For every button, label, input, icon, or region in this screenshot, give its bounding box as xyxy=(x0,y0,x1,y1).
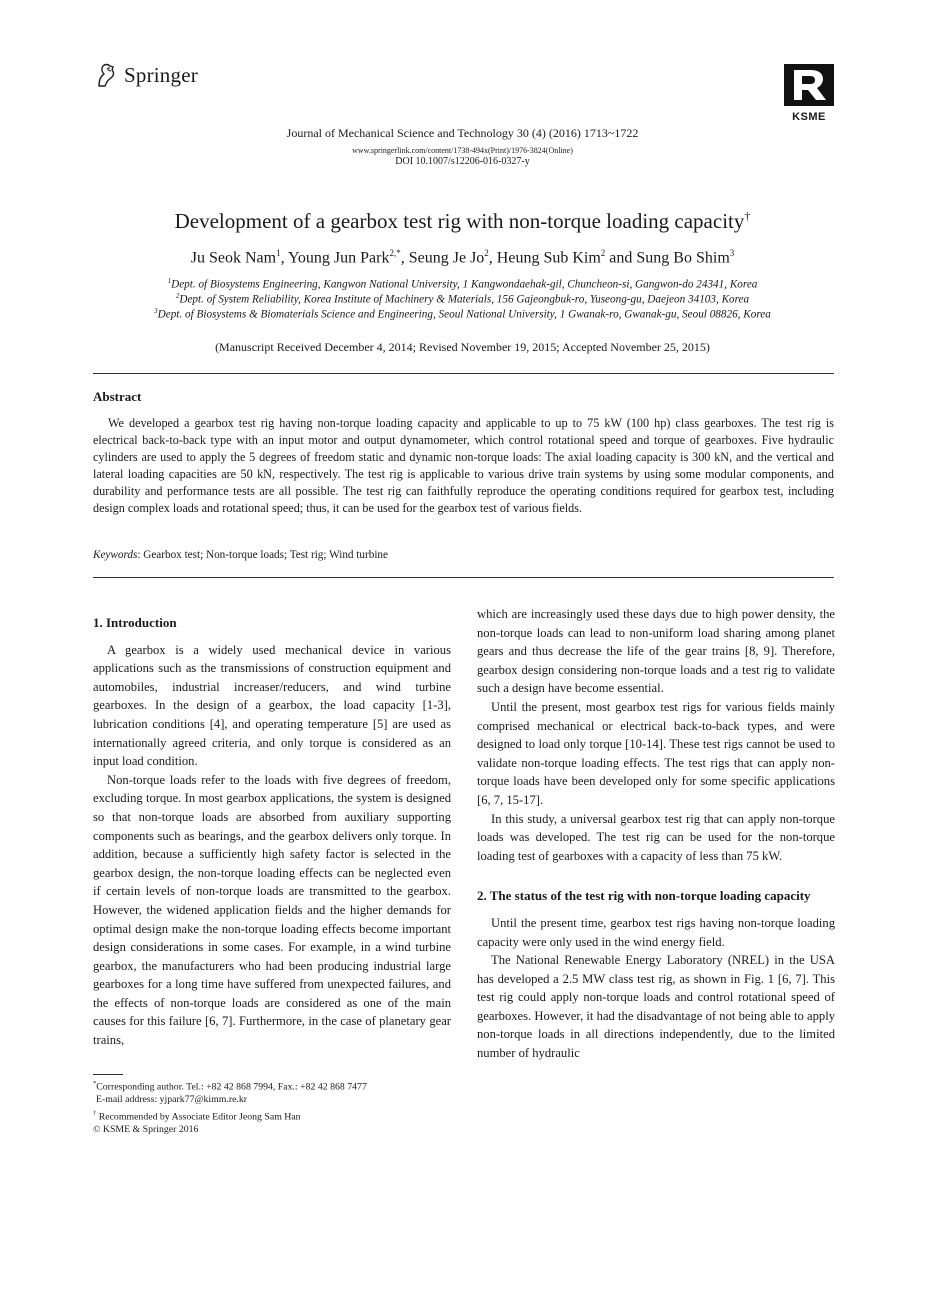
footnote-text: Recommended by Associate Editor Jeong Sam Han xyxy=(96,1110,301,1122)
paragraph: A gearbox is a widely used mechanical device in various applications such as the transmissions of construction equipment and automobiles, industrial increaser/reducers, and wind turbine gearboxes. In the design of a gearbox, the load capacity [1-3], lubrication conditions [4], and operating temperature [5] are used as internationally agreed criteria, and only torque is considered as an input load condition. xyxy=(93,642,451,769)
journal-url: www.springerlink.com/content/1738-494x(Print)/1976-3824(Online) xyxy=(352,146,573,155)
author-affil-mark: 2,* xyxy=(389,248,401,258)
author-separator: and xyxy=(605,249,637,267)
footnote-copyright: © KSME & Springer 2016 xyxy=(93,1124,199,1136)
section-heading: 2. The status of the test rig with non-torque loading capacity xyxy=(477,888,811,904)
abstract-body: We developed a gearbox test rig having non-torque loading capacity and applicable to up to 75 kW (100 hp) class gearboxes. The test rig is electrical back-to-back type with an input motor and output dynamometer, which control rotational speed and torque of gearboxes. Five hydraulic cylinders are used to apply the 5 degrees of freedom static and dynamic non-torque loads: The axial loading capacity is 300 kN, and the vertical and lateral loading capacities are 50 kN, respectively. The test rig is applicable to various drive train systems by using some modular components, and durability and performance tests are all possible. The test rig can faithfully reproduce the operating conditions required for gearbox test, including design complex loads and rotational speed; thus, it can be used for the gearbox test of various fields. xyxy=(93,416,834,515)
divider xyxy=(93,577,834,578)
footnote-email xyxy=(93,1093,453,1106)
footnote-mark: † xyxy=(93,1109,97,1117)
divider xyxy=(93,373,834,374)
ksme-logo xyxy=(784,64,834,123)
author-name: Sung Bo Shim xyxy=(636,249,730,267)
keywords xyxy=(93,549,388,561)
keywords-label: Keywords xyxy=(93,549,138,561)
affiliation-mark: 2 xyxy=(175,292,180,300)
keywords-list: : Gearbox test; Non-torque loads; Test rig; Wind turbine xyxy=(137,549,388,561)
paragraph: Until the present, most gearbox test rigs for various fields mainly comprised mechanical or electrical back-to-back types, and were designed to load only torque [10-14]. These test rigs cannot be used to validate non-torque loading effects. The test rigs that can apply non-torque loads have been developed only for some specific applications [6, 7, 15-17]. xyxy=(477,699,835,807)
paragraph: Until the present time, gearbox test rigs having non-torque loading capacity were only used in the wind energy field. xyxy=(477,915,835,949)
manuscript-dates: (Manuscript Received December 4, 2014; Revised November 19, 2015; Accepted November 25, 2015) xyxy=(215,340,710,354)
author-name: Seung Je Jo xyxy=(408,249,485,267)
author-affil-mark: 3 xyxy=(729,248,735,258)
affiliation-text: Dept. of System Reliability, Korea Institute of Machinery & Materials, 156 Gajeongbuk-ro, Yuseong-gu, Daejeon 34103, Korea xyxy=(179,293,750,306)
affiliation xyxy=(0,307,925,321)
author-separator: , xyxy=(280,249,288,267)
ksme-emblem-icon xyxy=(784,64,834,106)
affiliation-text: Dept. of Biosystems Engineering, Kangwon National University, 1 Kangwondaehak-gil, Chuncheon-si, Gangwon-do 24341, Korea xyxy=(171,278,758,291)
footnote-divider xyxy=(93,1074,123,1075)
author-affil-mark: 2 xyxy=(600,248,606,258)
springer-logo xyxy=(94,62,198,88)
paragraph: In this study, a universal gearbox test rig that can apply non-torque loads was developed. The test rig can be used for the non-torque loading test of gearboxes with a capacity of less than 75 kW. xyxy=(477,811,835,863)
affiliation xyxy=(0,292,925,306)
springer-horse-icon xyxy=(94,62,118,88)
paragraph: Non-torque loads refer to the loads with five degrees of freedom, excluding torque. In most gearbox applications, the system is designed so that non-torque loads are absorbed from auxiliary supporting components such as bearings, and the gearbox delivers only torque. In addition, because a sufficiently high safety factor is selected in the gearbox design, the non-torque loading effects can be neglected even if certain levels of non-torque loads are transmitted to the gearbox. However, the widened application fields and the higher demands for optimal design make the non-torque loading effects become important design considerations in some cases. For example, in a wind turbine gearbox, the manufacturers who had been producing industrial large gearboxes for a long time have suffered from unexpected failures, and the effects of non-torque loads are considered as one of the main causes for this failure [6, 7]. Furthermore, in the case of planetary gear trains, xyxy=(93,772,451,1048)
journal-doi: DOI 10.1007/s12206-016-0327-y xyxy=(395,156,530,167)
journal-citation: Journal of Mechanical Science and Technology 30 (4) (2016) 1713~1722 xyxy=(286,126,639,140)
footnote-text: E-mail address: yjpark77@kimm.re.kr xyxy=(96,1094,248,1106)
left-column xyxy=(93,605,451,1050)
author-list xyxy=(0,248,925,267)
author-name: Ju Seok Nam xyxy=(190,249,277,267)
right-column xyxy=(477,605,835,1063)
paragraph: The National Renewable Energy Laboratory (NREL) in the USA has developed a 2.5 MW class test rig, as shown in Fig. 1 [6, 7]. This test rig could apply non-torque loads and control rotational speed of gearboxes. However, it had the disadvantage of not being able to apply non-torque loads in all directions independently, due to the limited number of hydraulic xyxy=(477,953,835,1061)
footnote-recommended xyxy=(93,1107,453,1123)
affiliation xyxy=(0,277,925,291)
footnote-mark: * xyxy=(93,1080,97,1087)
author-name: Young Jun Park xyxy=(287,249,390,267)
paper-title-text: Development of a gearbox test rig with non-torque loading capacity xyxy=(174,209,745,233)
footnote-text: Corresponding author. Tel.: +82 42 868 7994, Fax.: +82 42 868 7477 xyxy=(96,1081,367,1093)
ksme-label: KSME xyxy=(792,111,826,123)
paragraph: which are increasingly used these days due to high power density, the non-torque loads can lead to non-uniform load sharing among planet gears and thus decrease the life of the gear trains [8, 9]. Therefore, gearbox design considering non-torque loads and a test rig to validate such a design have become essential. xyxy=(477,607,835,696)
abstract-heading: Abstract xyxy=(93,389,142,404)
paper-title xyxy=(0,209,925,234)
footnotes xyxy=(93,1077,453,1136)
author-affil-mark: 1 xyxy=(276,248,281,258)
author-affil-mark: 2 xyxy=(484,248,489,258)
author-name: Heung Sub Kim xyxy=(496,249,601,267)
section-heading: 1. Introduction xyxy=(93,615,177,630)
author-separator: , xyxy=(400,249,409,267)
author-separator: , xyxy=(488,249,497,267)
publisher-name: Springer xyxy=(124,62,198,87)
affiliation-mark: 3 xyxy=(154,307,158,315)
title-dagger: † xyxy=(744,209,751,223)
footnote-corresponding xyxy=(93,1077,453,1093)
affiliation-mark: 1 xyxy=(167,277,172,285)
affiliation-text: Dept. of Biosystems & Biomaterials Science and Engineering, Seoul National University, 1 Gwanak-ro, Gwanak-gu, Seoul 08826, Korea xyxy=(157,308,771,321)
